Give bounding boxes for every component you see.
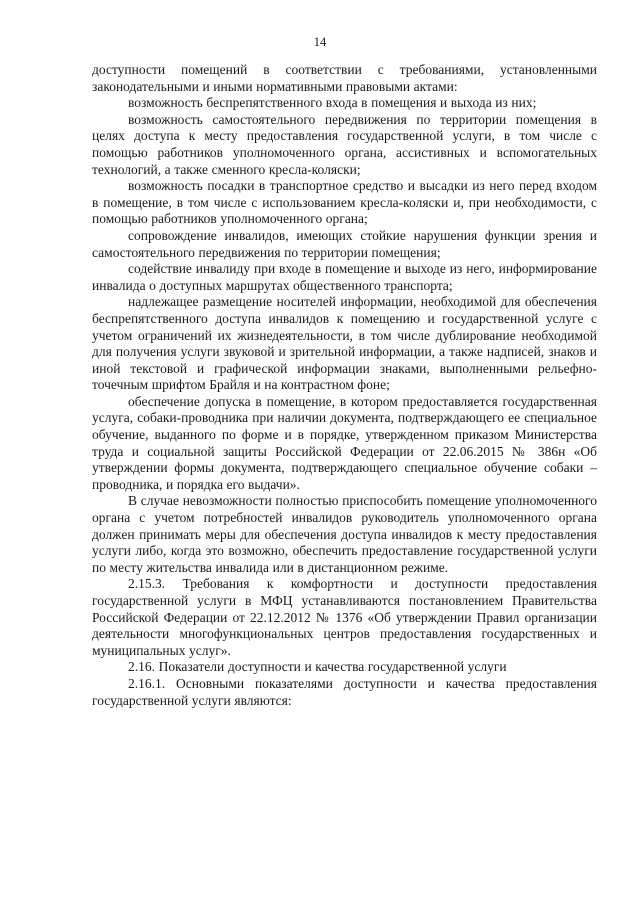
paragraph: содействие инвалиду при входе в помещение и выходе из него, информирование инвалида о доступных маршрутах общественного транспорта;	[92, 261, 597, 293]
paragraph: возможность посадки в транспортное средство и высадки из него перед входом в помещение, в том числе с использованием кресла-коляски и, при необходимости, с помощью работников уполномоченного органа;	[92, 178, 597, 227]
document-body	[92, 62, 597, 709]
paragraph: возможность беспрепятственного входа в помещения и выхода из них;	[128, 95, 537, 111]
paragraph: сопровождение инвалидов, имеющих стойкие нарушения функции зрения и самостоятельного передвижения по территории помещения;	[92, 227, 597, 260]
section-heading: 2.16. Показатели доступности и качества государственной услуги	[128, 659, 507, 675]
paragraph: надлежащее размещение носителей информации, необходимой для обеспечения беспрепятственного доступа инвалидов к помещению и государственной услуге с учетом ограничений их жизнедеятельности, в том числе дублирование необходимой для получения услуги звуковой и зрительной информации, а также надписей, знаков и иной текстовой и графической информации знаками, выполненными рельефно-точечным шрифтом Брайля и на контрастном фоне;	[92, 294, 597, 393]
paragraph: возможность самостоятельного передвижения по территории помещения в целях доступа к месту предоставления государственной услуги, в том числе с помощью работников уполномоченного органа, ассистивных и вспомогательных технологий, а также сменного кресла-коляски;	[92, 111, 597, 177]
paragraph: 2.16.1. Основными показателями доступности и качества предоставления государственной услуги являются:	[92, 675, 597, 708]
paragraph: 2.15.3. Требования к комфортности и доступности предоставления государственной услуги в МФЦ устанавливаются постановлением Правительства Российской Федерации от 22.12.2012 № 1376 «Об утверждении Правил организации деятельности многофункциональных центров предоставления государственных и муниципальных услуг».	[92, 576, 597, 658]
paragraph: доступности помещений в соответствии с требованиями, установленными законодательными и иными нормативными правовыми актами:	[92, 62, 597, 94]
paragraph: В случае невозможности полностью приспособить помещение уполномоченного органа с учетом потребностей инвалидов руководитель уполномоченного органа должен принимать меры для обеспечения доступа инвалидов к месту предоставления услуги либо, когда это возможно, обеспечить предоставление государственной услуги по месту жительства инвалида или в дистанционном режиме.	[92, 493, 597, 575]
page-number: 14	[313, 35, 327, 49]
paragraph: обеспечение допуска в помещение, в котором предоставляется государственная услуга, собаки-проводника при наличии документа, подтверждающего ее специальное обучение, выданного по форме и в порядке, утвержденном приказом Министерства труда и социальной защиты Российской Федерации от 22.06.2015 № 386н «Об утверждении формы документа, подтверждающего специальное обучение собаки – проводника, и порядка его выдачи».	[92, 393, 597, 492]
